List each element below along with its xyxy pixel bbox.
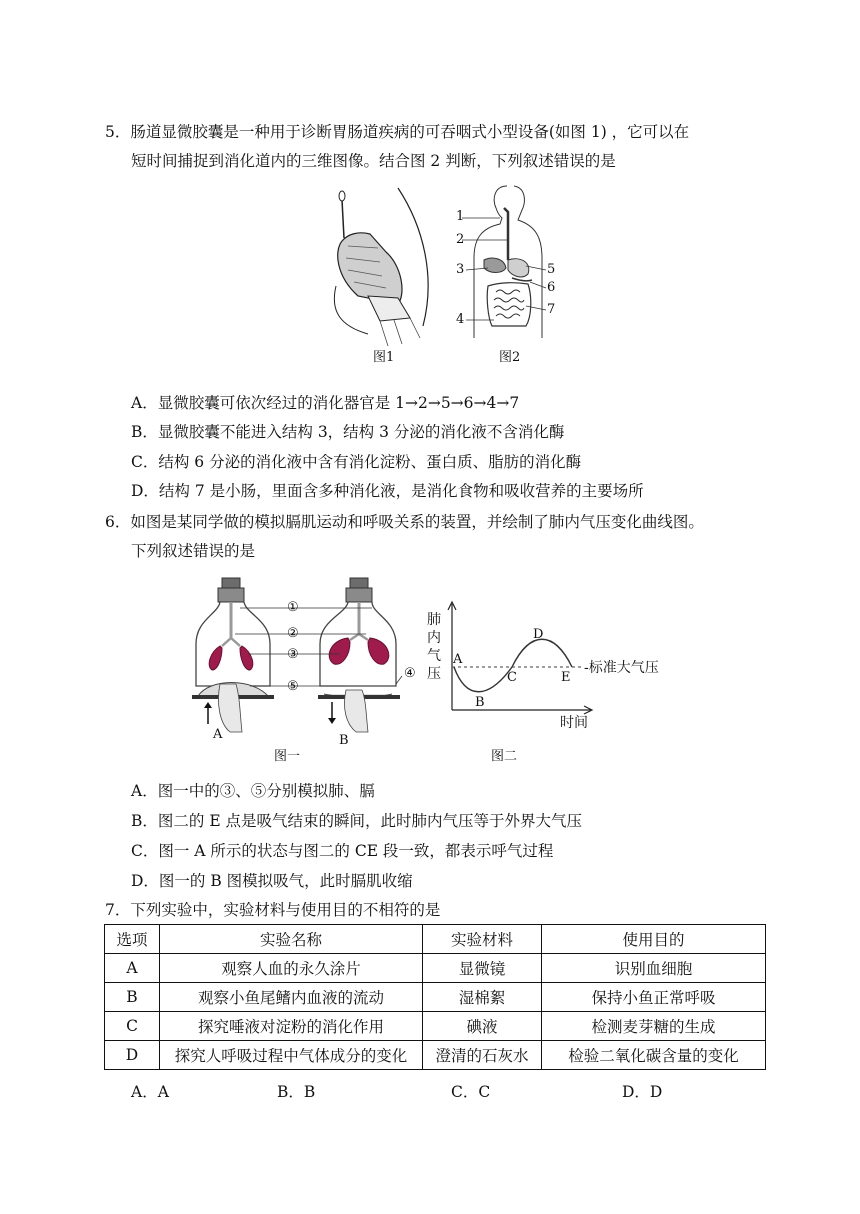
q5-figure2-caption: 图2	[499, 350, 521, 365]
q6-graph-point-a: A	[453, 652, 463, 667]
q6-graph-xlabel: 时间	[560, 715, 588, 731]
q6-graph-point-d: D	[533, 627, 544, 642]
q6-graph-ylabel-char2: 内	[427, 630, 441, 646]
q5-figure2-label-1: 1	[456, 209, 465, 224]
q6-option-c[interactable]: C．图一 A 所示的状态与图二的 CE 段一致，都表示呼气过程	[131, 842, 554, 860]
q6-figure1-caption: 图一	[274, 749, 301, 764]
q6-stem-line1: 6．如图是某同学做的模拟膈肌运动和呼吸关系的装置，并绘制了肺内气压变化曲线图。	[105, 513, 704, 531]
q6-figure1-label-2: ②	[287, 626, 299, 641]
table-cell: B	[105, 983, 160, 1012]
table-cell: 碘液	[423, 1012, 542, 1041]
q6-graph-ylabel	[427, 611, 445, 683]
table-cell: 识别血细胞	[542, 954, 766, 983]
q6-figure1-label-3: ③	[287, 647, 299, 662]
table-row	[105, 983, 766, 1012]
q6-graph-ylabel-char4: 压	[427, 666, 441, 682]
q5-option-c[interactable]: C．结构 6 分泌的消化液中含有消化淀粉、蛋白质、脂肪的消化酶	[131, 453, 582, 471]
q6-graph-point-e: E	[561, 670, 571, 685]
q7-answer-c[interactable]: C．C	[451, 1083, 491, 1101]
q6-option-d[interactable]: D．图一的 B 图模拟吸气，此时膈肌收缩	[131, 872, 413, 890]
q5-figure2-label-4: 4	[456, 312, 465, 327]
table-cell: 澄清的石灰水	[423, 1041, 542, 1070]
table-cell: 显微镜	[423, 954, 542, 983]
table-cell: 观察小鱼尾鳍内血液的流动	[160, 983, 423, 1012]
table-cell: 探究唾液对淀粉的消化作用	[160, 1012, 423, 1041]
q5-option-a[interactable]: A．显微胶囊可依次经过的消化器官是 1→2→5→6→4→7	[131, 394, 520, 412]
q6-graph-reference-label-text: 标准大气压	[588, 660, 659, 676]
q7-stem: 7．下列实验中，实验材料与使用目的不相符的是	[105, 901, 441, 919]
table-cell: 湿棉絮	[423, 983, 542, 1012]
table-cell: 探究人呼吸过程中气体成分的变化	[160, 1041, 423, 1070]
q5-option-d[interactable]: D．结构 7 是小肠，里面含多种消化液，是消化食物和吸收营养的主要场所	[131, 482, 644, 500]
q6-figure2-caption: 图二	[491, 749, 518, 764]
q6-graph-reference-label: -标准大气压	[584, 660, 659, 676]
q6-option-b[interactable]: B．图二的 E 点是吸气结束的瞬间，此时肺内气压等于外界大气压	[131, 812, 583, 830]
q6-graph-point-c: C	[507, 670, 517, 685]
table-cell: 检测麦芽糖的生成	[542, 1012, 766, 1041]
table-header-row	[105, 925, 766, 954]
q5-stem-line2: 短时间捕捉到消化道内的三维图像。结合图 2 判断，下列叙述错误的是	[131, 152, 616, 170]
table-cell: 观察人血的永久涂片	[160, 954, 423, 983]
q6-graph-ylabel-char3: 气	[427, 648, 441, 664]
q5-figure2-label-3: 3	[456, 262, 465, 277]
table-header-cell: 选项	[105, 925, 160, 954]
table-row	[105, 1012, 766, 1041]
table-row	[105, 954, 766, 983]
table-header-cell: 实验名称	[160, 925, 423, 954]
table-cell: 保持小鱼正常呼吸	[542, 983, 766, 1012]
q5-figure1-hand-illustration	[328, 186, 438, 366]
q6-stem-line2: 下列叙述错误的是	[131, 542, 256, 560]
q7-answer-d[interactable]: D．D	[622, 1083, 663, 1101]
q6-figure1-bell-jar-model	[190, 574, 420, 754]
table-cell: C	[105, 1012, 160, 1041]
q6-figure1-jar-a-label: A	[213, 727, 223, 742]
q5-figure2-digestive-system-diagram	[452, 178, 562, 348]
q5-figure2-label-5: 5	[547, 262, 556, 277]
q6-option-a[interactable]: A．图一中的③、⑤分别模拟肺、膈	[131, 782, 375, 800]
table-cell: D	[105, 1041, 160, 1070]
q7-answer-a[interactable]: A．A	[131, 1083, 169, 1101]
q5-option-b[interactable]: B．显微胶囊不能进入结构 3，结构 3 分泌的消化液不含消化酶	[131, 423, 565, 441]
q5-stem-line1: 5．肠道显微胶囊是一种用于诊断胃肠道疾病的可吞咽式小型设备(如图 1) ，它可以在	[105, 123, 690, 141]
q5-figure2-label-7: 7	[547, 302, 556, 317]
table-header-cell: 使用目的	[542, 925, 766, 954]
table-cell: A	[105, 954, 160, 983]
q5-figure1-caption: 图1	[373, 350, 395, 365]
q7-experiment-table	[104, 924, 766, 1070]
q6-figure1-label-1: ①	[287, 600, 299, 615]
table-header-cell: 实验材料	[423, 925, 542, 954]
table-row	[105, 1041, 766, 1070]
q6-graph-point-b: B	[475, 695, 485, 710]
table-cell: 检验二氧化碳含量的变化	[542, 1041, 766, 1070]
q6-figure1-jar-b-label: B	[339, 733, 349, 748]
q6-graph-ylabel-char1: 肺	[427, 612, 441, 628]
q6-figure1-label-4: ④	[404, 666, 416, 681]
q5-figure2-label-2: 2	[456, 232, 465, 247]
q5-figure2-label-6: 6	[547, 280, 556, 295]
q6-figure1-label-5: ⑤	[287, 679, 299, 694]
q7-answer-b[interactable]: B．B	[277, 1083, 316, 1101]
